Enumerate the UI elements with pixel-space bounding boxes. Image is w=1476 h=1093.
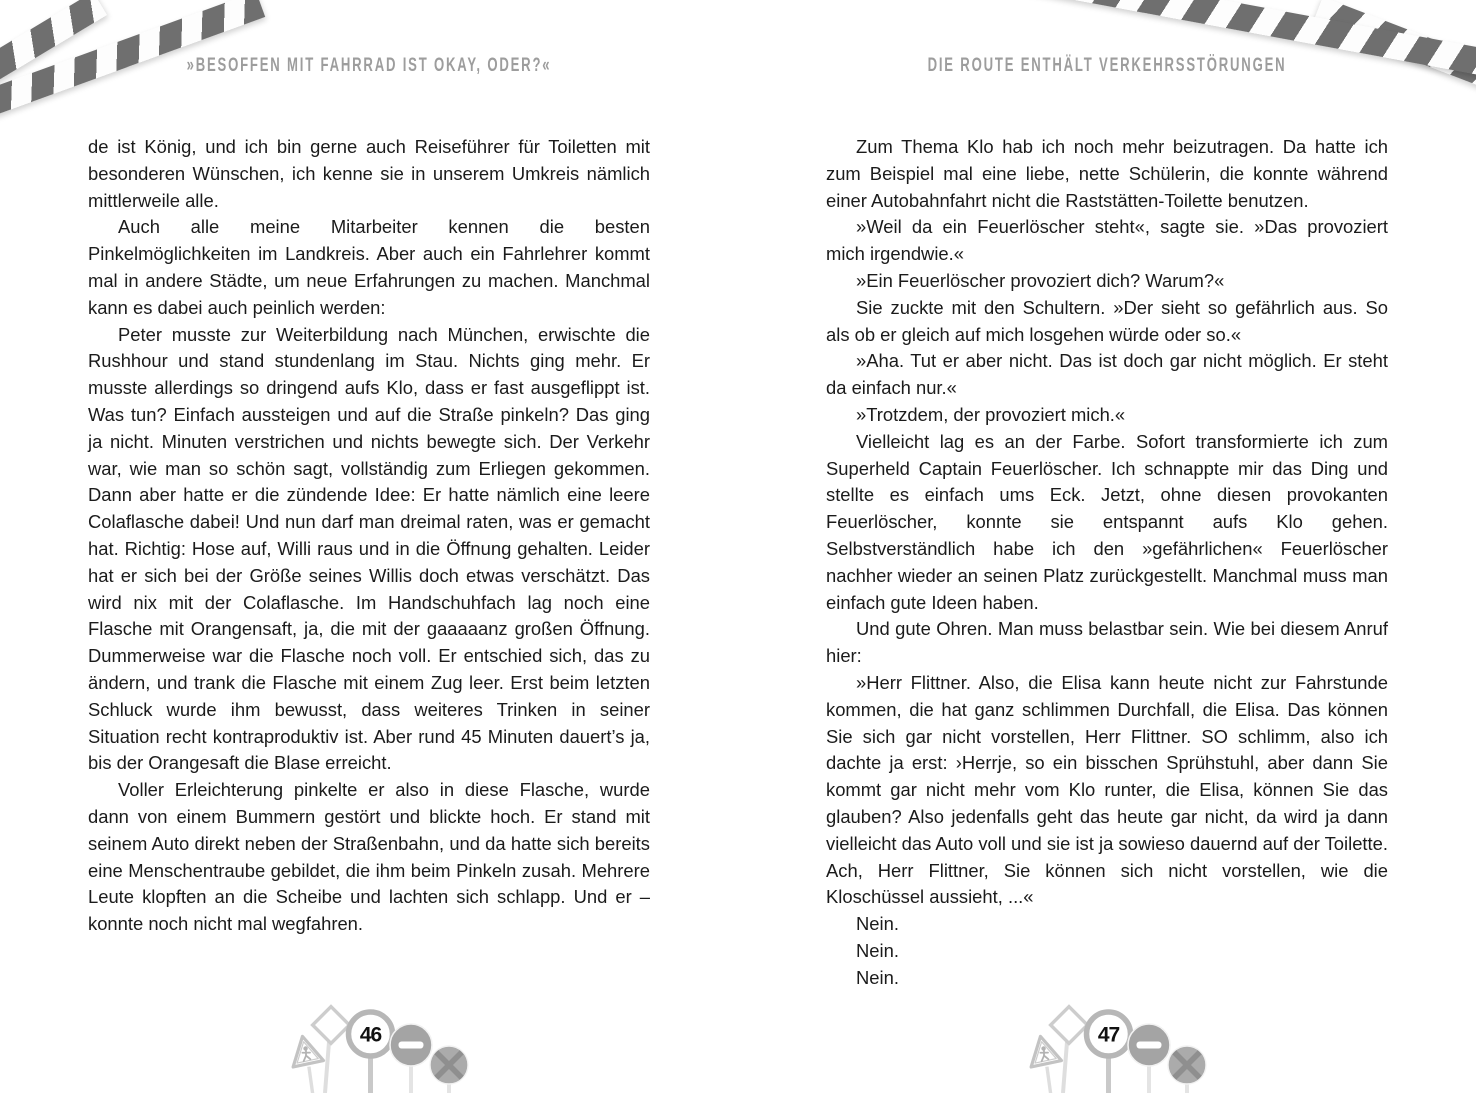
page-right xyxy=(738,0,1476,1093)
paragraph: Nein. xyxy=(856,939,899,961)
no-stopping-sign-icon xyxy=(430,1046,468,1093)
paragraph: »Trotzdem, der provoziert mich.« xyxy=(856,403,1126,425)
running-head: »BESOFFEN MIT FAHRRAD IST OKAY, ODER?« xyxy=(186,55,552,76)
paragraph: Zum Thema Klo hab ich noch mehr beizutragen. Da hatte ich zum Beispiel mal eine liebe, nette Schülerin, die konnte während einer Autobahnfahrt nicht die Raststätten-Toilette benutzen. xyxy=(826,136,1388,211)
no-entry-sign-icon xyxy=(1128,1024,1170,1093)
page-number: 46 xyxy=(359,1023,382,1047)
paragraph: Nein. xyxy=(856,913,899,935)
paragraph: Voller Erleichterung pinkelte er also in diese Flasche, wurde dann von einem Bummern gestört und blickte hoch. Er stand mit seinem Auto direkt neben der Straßenbahn, und da hatte sich bereits eine Menschentraube gebildet, die ihm beim Pinkeln zusah. Mehrere Leute klopften an die Scheibe und lachten sich schlapp. Und er – konnte noch nicht mal wegfahren. xyxy=(88,779,650,935)
paragraph: »Weil da ein Feuerlöscher steht«, sagte sie. »Das provoziert mich irgendwie.« xyxy=(826,216,1388,265)
paragraph: »Ein Feuerlöscher provoziert dich? Warum?« xyxy=(856,269,1225,291)
page-number-sign xyxy=(349,1012,393,1093)
body-text xyxy=(826,134,1388,992)
footer-traffic-signs xyxy=(269,998,469,1093)
paragraph: »Aha. Tut er aber nicht. Das ist doch gar nicht möglich. Er steht da einfach nur.« xyxy=(826,350,1388,399)
paragraph: »Herr Flittner. Also, die Elisa kann heute nicht zur Fahrstunde kommen, die hat ganz schlimmen Durchfall, die Elisa. Das können Sie sich gar nicht vorstellen, Herr Flittner. SO schlimm, also ich dachte ja erst: ›Herrje, so ein bisschen Sprühstuhl, aber dann Sie kommt gar nicht mehr vom Klo runter, die Elisa, können Sie das glauben? Also jedenfalls geht das heute gar nicht, da wird ja dann vielleicht das Auto voll und sie ist ja sowieso dauernd auf der Toilette. Ach, Herr Flittner, Sie können sich nicht vorstellen, wie die Kloschüssel aussieht, ...« xyxy=(826,671,1388,908)
paragraph: de ist König, und ich bin gerne auch Reiseführer für Toiletten mit besonderen Wünschen, ich kenne sie in unserem Umkreis nämlich mittlerweile alle. xyxy=(88,136,650,211)
paragraph: Vielleicht lag es an der Farbe. Sofort transformierte ich zum Superheld Captain Feuerlöscher. Ich schnappte mir das Ding und stellte es einfach ums Eck. Jetzt, ohne diesen provokanten Feuerlöscher, konnte sie entspannt aufs Klo gehen. Selbstverständlich habe ich den »gefährlichen« Feuerlöscher nachher wieder an seinen Platz zurückgestellt. Manchmal muss man einfach gute Ideen haben. xyxy=(826,430,1388,613)
pedestrian-warning-triangle-icon xyxy=(1025,1033,1068,1093)
paragraph: Nein. xyxy=(856,966,899,988)
page-number-sign xyxy=(1087,1012,1131,1093)
running-head: DIE ROUTE ENTHÄLT VERKEHRSSTÖRUNGEN xyxy=(927,55,1287,76)
paragraph: Sie zuckte mit den Schultern. »Der sieht so gefährlich aus. So als ob er gleich auf mich losgehen würde oder so.« xyxy=(826,296,1388,345)
no-stopping-sign-icon xyxy=(1168,1046,1206,1093)
paragraph: Peter musste zur Weiterbildung nach München, erwischte die Rushhour und stand stundenlang im Stau. Nichts ging mehr. Er musste allerdings so dringend aufs Klo, dass er fast ausgeflippt ist. Was tun? Einfach aussteigen und auf die Straße pinkeln? Das ging ja nicht. Minuten verstrichen und nichts bewegte sich. Der Verkehr war, wie man so schön sagt, vollständig zum Erliegen gekommen. Dann aber hatte er die zündende Idee: Er hatte nämlich eine leere Colaflasche dabei! Und nun darf man dreimal raten, was er gemacht hat. Richtig: Hose auf, Willi raus und in die Öffnung gehalten. Leider hat er sich bei der Größe seines Willis doch etwas verschätzt. Das wird nix mit der Colaflasche. Im Handschuhfach lag noch eine Flasche mit Orangensaft, ja, die mit der gaaaaanz großen Öffnung. Dummerweise war die Flasche noch voll. Er entschied sich, das zu ändern, und trank die Flasche mit einem Zug leer. Erst beim letzten Schluck wurde ihm bewusst, dass weiteres Trinken in seiner Situation recht kontraproduktiv ist. Aber rund 45 Minuten dauert’s ja, bis der Orangesaft die Blase erreicht. xyxy=(88,323,650,774)
paragraph: Und gute Ohren. Man muss belastbar sein. Wie bei diesem Anruf hier: xyxy=(826,618,1388,667)
pedestrian-warning-triangle-icon xyxy=(287,1033,330,1093)
page-number: 47 xyxy=(1097,1023,1120,1047)
footer-traffic-signs xyxy=(1007,998,1207,1093)
paragraph: Auch alle meine Mitarbeiter kennen die besten Pinkelmöglichkeiten im Landkreis. Aber auch ein Fahrlehrer kommt mal in andere Städte, um neue Erfahrungen zu machen. Manchmal kann es dabei auch peinlich werden: xyxy=(88,216,650,318)
diamond-priority-sign-icon xyxy=(313,1007,350,1093)
no-entry-sign-icon xyxy=(390,1024,432,1093)
diamond-priority-sign-icon xyxy=(1051,1007,1088,1093)
body-text xyxy=(88,134,650,938)
